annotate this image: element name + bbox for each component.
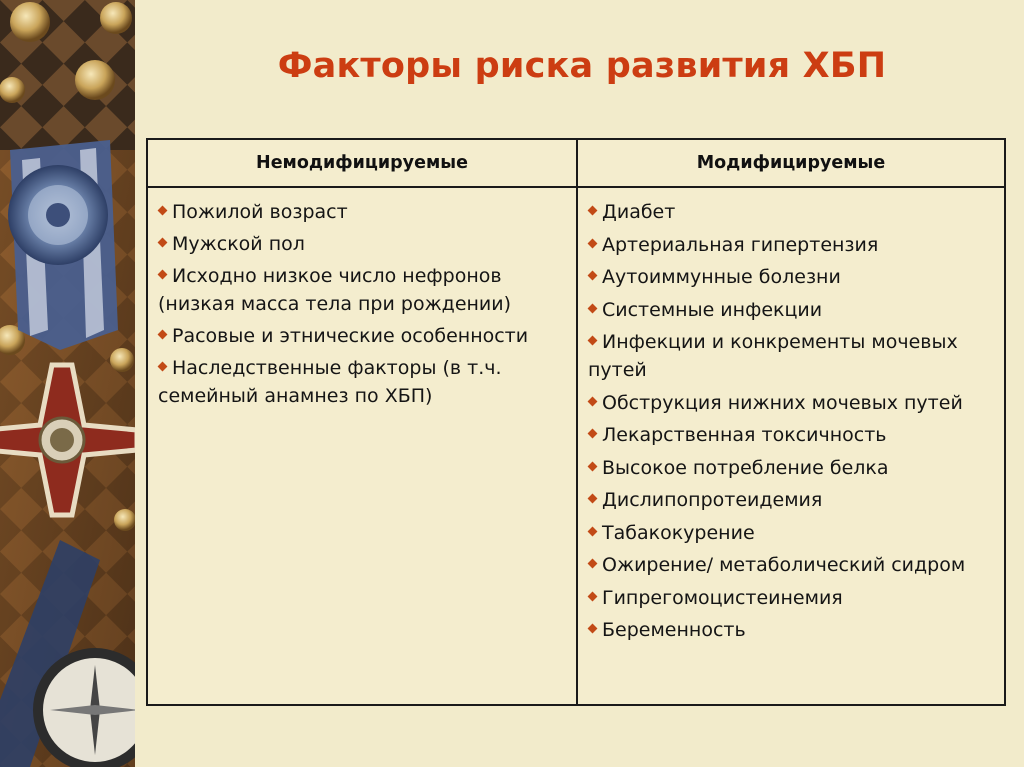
diamond-bullet-icon — [158, 206, 168, 216]
header-modifiable: Модифицируемые — [696, 153, 886, 173]
list-item: Системные инфекции — [588, 296, 998, 324]
list-item: Аутоиммунные болезни — [588, 263, 998, 291]
list-item: Исходно низкое число нефронов (низкая масса тела при рождении) — [158, 265, 512, 315]
diamond-bullet-icon — [588, 461, 598, 471]
diamond-bullet-icon — [588, 336, 598, 346]
modifiable-list — [588, 198, 998, 649]
diamond-bullet-icon — [588, 206, 598, 216]
list-item: Пожилой возраст — [158, 198, 568, 226]
diamond-bullet-icon — [588, 238, 598, 248]
diamond-bullet-icon — [588, 429, 598, 439]
list-item: Дислипопротеидемия — [588, 486, 998, 514]
risk-factors-table — [146, 138, 1006, 706]
list-item: Ожирение/ метаболический сидром — [588, 551, 998, 579]
list-item: Высокое потребление белка — [588, 454, 998, 482]
diamond-bullet-icon — [158, 330, 168, 340]
list-item: Лекарственная токсичность — [588, 421, 998, 449]
decorative-medals-image — [0, 0, 135, 767]
diamond-bullet-icon — [588, 303, 598, 313]
diamond-bullet-icon — [588, 624, 598, 634]
diamond-bullet-icon — [158, 270, 168, 280]
slide-title: Факторы риска развития ХБП — [277, 46, 887, 86]
list-item: Инфекции и конкременты мочевых путей — [588, 331, 958, 381]
non-modifiable-list — [158, 198, 568, 414]
list-item: Диабет — [588, 198, 998, 226]
diamond-bullet-icon — [588, 559, 598, 569]
header-non-modifiable: Немодифицируемые — [256, 153, 468, 173]
list-item: Обструкция нижних мочевых путей — [588, 389, 998, 417]
list-item: Табакокурение — [588, 519, 998, 547]
list-item: Артериальная гипертензия — [588, 231, 998, 259]
diamond-bullet-icon — [588, 591, 598, 601]
column-divider — [576, 140, 578, 704]
diamond-bullet-icon — [158, 238, 168, 248]
diamond-bullet-icon — [588, 494, 598, 504]
diamond-bullet-icon — [588, 271, 598, 281]
list-item: Наследственные факторы (в т.ч. семейный анамнез по ХБП) — [158, 357, 502, 407]
diamond-bullet-icon — [588, 396, 598, 406]
list-item: Гипрегомоцистеинемия — [588, 584, 998, 612]
diamond-bullet-icon — [588, 526, 598, 536]
list-item: Мужской пол — [158, 230, 568, 258]
list-item: Беременность — [588, 616, 998, 644]
diamond-bullet-icon — [158, 362, 168, 372]
list-item: Расовые и этнические особенности — [158, 322, 568, 350]
